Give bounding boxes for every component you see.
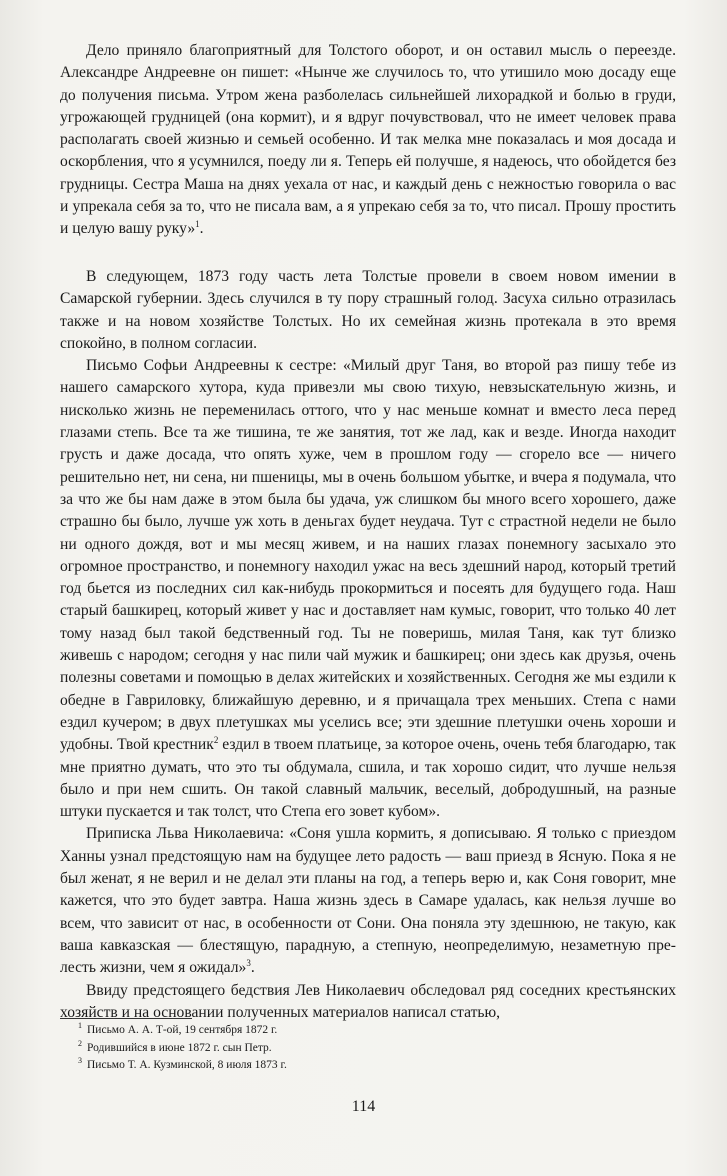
main-text-block — [60, 266, 676, 1024]
footnote-1: $^1$ Письмо А. А. Т-ой, 19 сентября 1872 г. — [78, 1021, 278, 1036]
page-number: 114 — [351, 1098, 376, 1115]
paragraph-3: Письмо Софьи Андреевны к сестре: «Милый друг Таня, во второй раз пишу тебе из нашего самарского хутора, куда привезли мы свою тихую, невзыскательную жизнь, и нисколько жизнь не переменилась оттого, что у нас меньше комнат и вместо леса перед глазами степь. Все та же тишина, те же занятия, тот же лад, как и везде. Иногда находит грусть и даже досада, что опять хуже, чем в прошлом году — сгорело все — ничего решительно нет, ни сена, ни пшеницы, мы в очень большом убытке, и вчера я подумала, что за что же бы нам даже в этом была бы удача, уж слишком бы много всего хорошего, даже страшно бы было, лучше уж хоть в деньгах будет неудача. Тут с страстной недели не было ни одного дождя, вот и мы месяц живем, и на наших глазах понемногу засыхало это огромное пространство, и понемногу находил ужас на весь здешний народ, который третий год бьется из последних сил как-нибудь прокормиться и посеять для будущего года. Наш старый башкирец, который живет у нас и доставляет нам кумыс, говорит, что только 40 лет тому назад был такой бедственный год. Ты не поверишь, милая Таня, как тут близко живешь с народом; сегодня у нас пили чай мужик и башкирец; они здесь как друзья, очень полезны советами и помощью в делах житейских и хозяйственных. Сегодня же мы ездили к обедне в Гавриловку, ближайшую деревню, и я причащала трех меньших. Степа с нами ездил кучером; в двух плетушках мы уселись все; эти здешние плетушки очень хороши и удобны. Твой крестник$^2$ ездил в твоем платьице, за которое очень, очень тебя благодарю, так мне приятно думать, что это ты обдумала, сшила, и так хорошо сидит, что лучше нельзя было и при нем сшить. Он такой славный мальчик, веселый, добродушный, на разные штуки пускается и так толст, что Степа его зовет кубом». — [60, 357, 677, 821]
footnote-2: $^2$ Родившийся в июне 1872 г. сын Петр. — [78, 1038, 272, 1054]
footnote-ref-3: 3 — [246, 958, 251, 969]
footnote-ref-1: 1 — [195, 219, 200, 230]
footnote-ref-2: 2 — [213, 735, 219, 746]
paragraph-4: Приписка Льва Николаевича: «Соня ушла кормить, я дописываю. Я только с приездом Ханны узнал предстоящую нам на будущее лето радость — ваш приезд в Ясную. Пока я не был женат, я не верил и не делал эти планы на год, а теперь верю и, как Соня говорит, мне кажется, что это будет завтра. Наша жизнь здесь в Самаре удалась, как нельзя лучше во всем, что зависит от нас, в особенности от Сони. Она поняла эту здешнюю, не такую, как ваша кавказская — блестящую, парадную, а степную, неопределимую, незаметную прелесть жизни, чем я ожидал»$^3$. — [60, 825, 676, 977]
footnote-3: $^3$ Письмо Т. А. Кузминской, 8 июля 1873 г. — [78, 1056, 287, 1071]
paragraph-5: Ввиду предстоящего бедствия Лев Николаевич обследовал ряд соседних крестьянских хозяйств и на основании полученных материалов написал статью, — [60, 981, 676, 1021]
footnotes — [78, 1022, 638, 1075]
paragraph-1: Дело приняло благоприятный для Толстого оборот, и он оставил мысль о переезде. Александре Андреевне он пишет: «Нынче же случилось то, что утишило мою досаду еще до получения письма. Утром жена разболелась сильнейшей лихорадкой и болью в груди, угрожающей грудницей (она кормит), и я вдруг почувствовал, что не имеет человек права располагать своей жизнью и семьей особенно. И так мелка мне показалась и моя досада и оскорбления, что я усумнился, поеду ли я. Теперь ей получше, я надеюсь, что обойдется без грудницы. Сестра Маша на днях уехала от нас, и каждый день с нежностью говорила о вас и упрекала себя за то, что не писала вам, а я упрекаю себя за то, что писал. Прошу простить и целую вашу руку»$^1$. — [60, 42, 676, 238]
top-text-block — [60, 40, 676, 241]
paragraph-2: В следующем, 1873 году часть лета Толстые провели в своем новом имении в Самарской губернии. Здесь случился в ту пору страшный голод. Засуха сильно отразилась также и на новом хозяйстве Толстых. Но их семейная жизнь протекала в это время спокойно, в полном согласии. — [60, 268, 676, 352]
footnote-divider — [60, 1018, 192, 1019]
